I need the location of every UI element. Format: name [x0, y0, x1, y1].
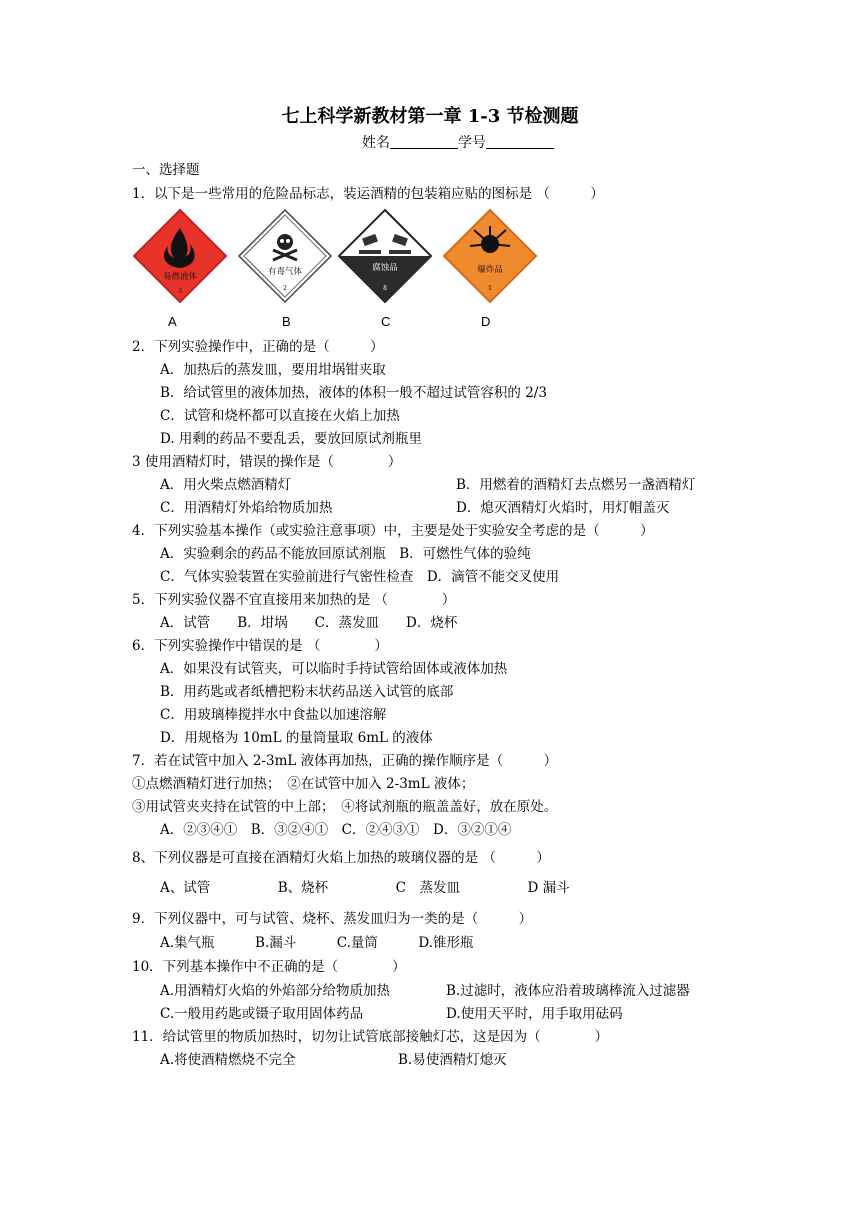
q3-option-d: D．熄灭酒精灯火焰时，用灯帽盖灭	[456, 500, 670, 516]
question-2: 2．下列实验操作中，正确的是（ ）	[132, 339, 384, 355]
sign-c-label: 腐蚀品	[372, 263, 398, 273]
q6-option-d: D．用规格为 10mL 的量筒量取 6mL 的液体	[160, 730, 433, 746]
q6-option-b: B．用药匙或者纸槽把粉末状药品送入试管的底部	[160, 684, 454, 700]
sign-c-num: 8	[383, 285, 387, 292]
q4-options-cd: C．气体实验装置在实验前进行气密性检查 D．滴管不能交叉使用	[160, 569, 560, 585]
name-id-line	[362, 133, 554, 153]
q11-option-b: B.易使酒精灯熄灭	[398, 1052, 507, 1068]
q2-option-d: D. 用剩的药品不要乱丢，要放回原试剂瓶里	[160, 431, 422, 447]
question-11: 11．给试管里的物质加热时，切勿让试管底部接触灯芯，这是因为（ ）	[132, 1029, 609, 1045]
q10-option-b: B.过滤时，液体应沿着玻璃棒流入过滤器	[446, 983, 690, 999]
corrosive-sign	[335, 206, 435, 306]
question-9: 9．下列仪器中，可与试管、烧杯、蒸发皿归为一类的是（ ）	[132, 911, 533, 927]
sign-b-label: 有毒气体	[267, 267, 303, 277]
q7-steps-1: ①点燃酒精灯进行加热； ②在试管中加入 2-3mL 液体；	[132, 776, 475, 792]
sign-letter-c: C	[381, 314, 391, 329]
sign-letter-a: A	[168, 314, 177, 329]
q8-options: A、试管 B、烧杯 C 蒸发皿 D 漏斗	[160, 880, 570, 896]
explosive-sign	[440, 206, 540, 306]
q10-option-c: C.一般用药匙或镊子取用固体药品	[160, 1006, 364, 1022]
q7-steps-2: ③用试管夹夹持在试管的中上部； ④将试剂瓶的瓶盖盖好，放在原处。	[132, 799, 558, 815]
q5-options: A．试管 B．坩埚 C．蒸发皿 D．烧杯	[160, 615, 458, 631]
question-3: 3 使用酒精灯时，错误的操作是（ ）	[132, 454, 402, 470]
id-label: 学号	[458, 135, 486, 151]
section-heading: 一、选择题	[132, 162, 200, 178]
q10-option-a: A.用酒精灯火焰的外焰部分给物质加热	[160, 983, 391, 999]
id-blank	[486, 134, 554, 149]
sign-letter-b: B	[282, 314, 291, 329]
sign-a-label: 易燃液体	[162, 272, 198, 282]
sign-d-label: 爆炸品	[477, 265, 503, 275]
q2-option-c: C．试管和烧杯都可以直接在火焰上加热	[160, 408, 400, 424]
q10-option-d: D.使用天平时，用手取用砝码	[446, 1006, 623, 1022]
q11-option-a: A.将使酒精燃烧不完全	[160, 1052, 296, 1068]
q2-option-b: B．给试管里的液体加热，液体的体积一般不超过试管容积的 2/3	[160, 385, 547, 401]
question-5: 5．下列实验仪器不宜直接用来加热的是 （ ）	[132, 592, 456, 608]
flammable-liquid-sign	[130, 206, 230, 306]
page-title: 七上科学新教材第一章 1-3 节检测题	[281, 106, 579, 127]
name-blank	[390, 134, 458, 149]
sign-a-num: 3	[178, 288, 182, 295]
sign-d-num: 1	[488, 285, 492, 292]
q6-option-a: A．如果没有试管夹，可以临时手持试管给固体或液体加热	[160, 661, 508, 677]
sign-letter-d: D	[481, 314, 491, 329]
q7-options: A．②③④① B．③②④① C．②④③① D．③②①④	[160, 822, 512, 838]
q3-option-a: A．用火柴点燃酒精灯	[160, 477, 292, 493]
question-10: 10．下列基本操作中不正确的是（ ）	[132, 959, 406, 975]
q3-option-b: B．用燃着的酒精灯去点燃另一盏酒精灯	[456, 477, 696, 493]
question-1: 1．以下是一些常用的危险品标志，装运酒精的包装箱应贴的图标是 （ ）	[132, 186, 604, 202]
q9-options: A.集气瓶 B.漏斗 C.量筒 D.锥形瓶	[160, 935, 474, 951]
q2-option-a: A．加热后的蒸发皿，要用坩埚钳夹取	[160, 362, 386, 378]
question-4: 4．下列实验基本操作（或实验注意事项）中，主要是处于实验安全考虑的是（ ）	[132, 523, 654, 539]
question-7: 7．若在试管中加入 2-3mL 液体再加热，正确的操作顺序是（ ）	[132, 753, 558, 769]
name-label: 姓名	[362, 135, 390, 151]
toxic-gas-sign	[235, 206, 335, 306]
q3-option-c: C．用酒精灯外焰给物质加热	[160, 500, 333, 516]
question-6: 6．下列实验操作中错误的是 （ ）	[132, 638, 388, 654]
q4-options-ab: A．实验剩余的药品不能放回原试剂瓶 B．可燃性气体的验纯	[160, 546, 531, 562]
sign-b-num: 2	[283, 285, 287, 292]
question-8: 8、下列仪器是可直接在酒精灯火焰上加热的玻璃仪器的是 （ ）	[132, 850, 550, 866]
q6-option-c: C．用玻璃棒搅拌水中食盐以加速溶解	[160, 707, 387, 723]
